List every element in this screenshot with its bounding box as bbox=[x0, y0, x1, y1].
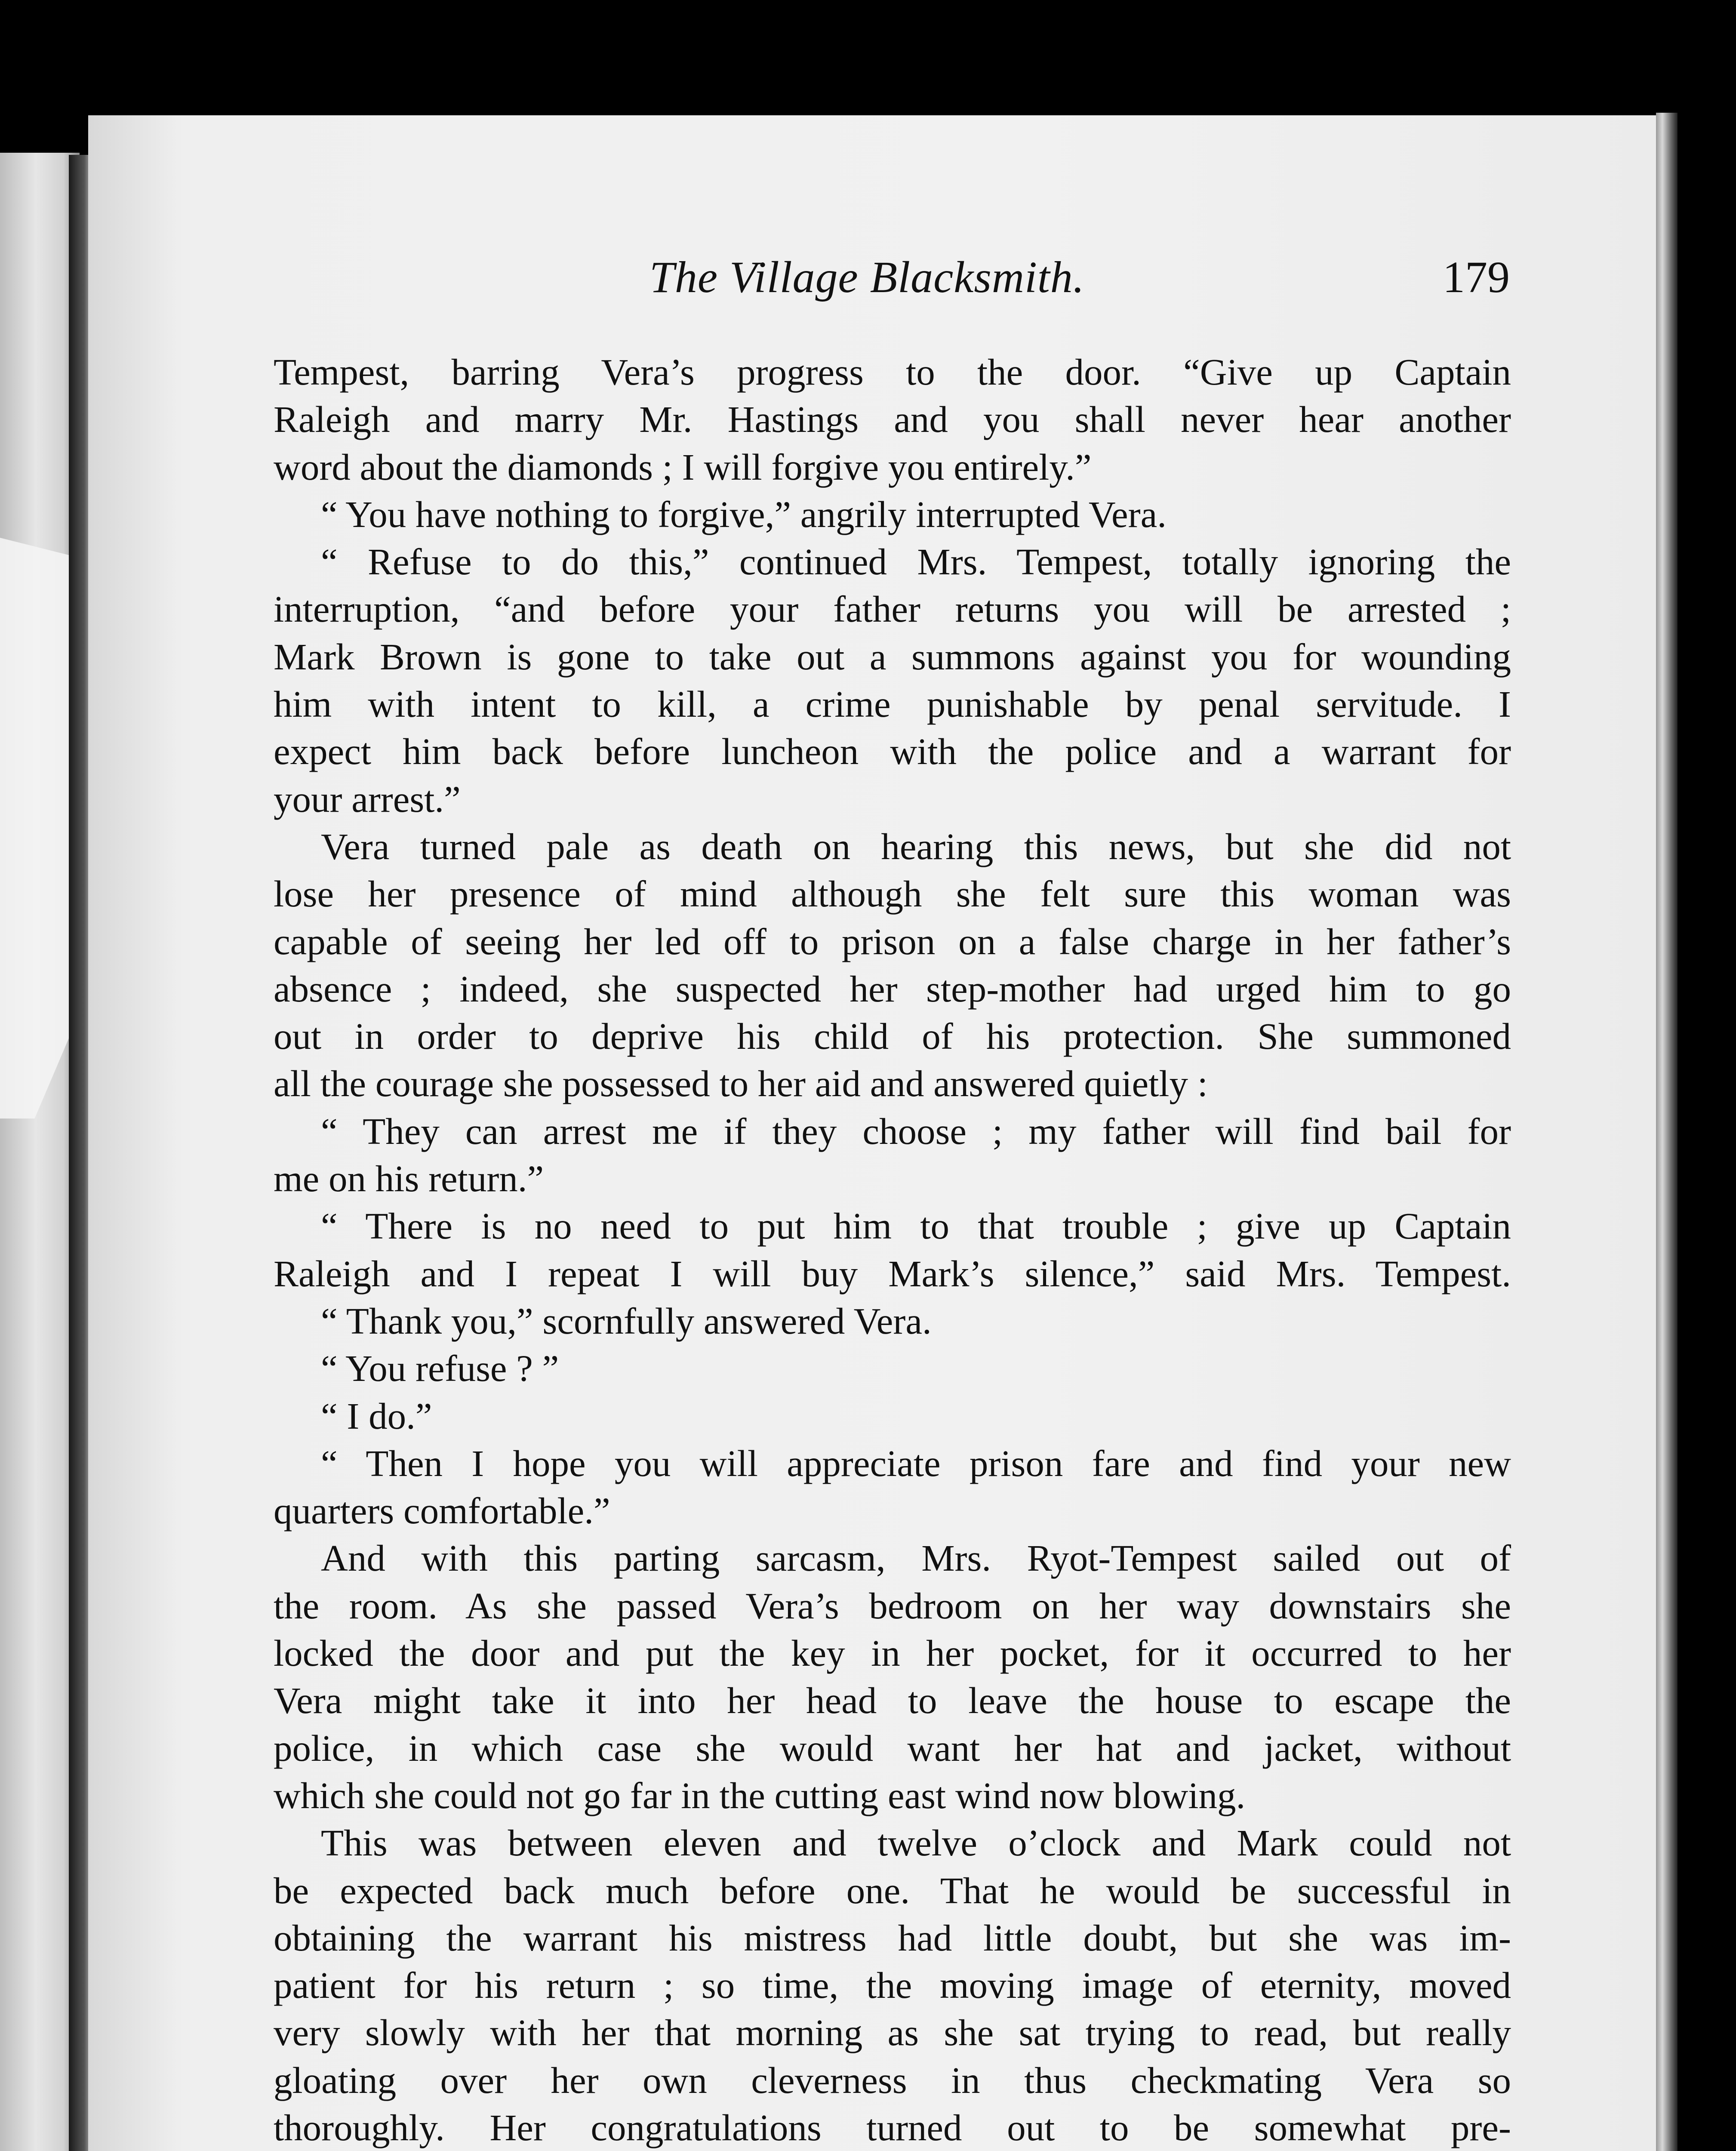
text-line: interruption, “and before your father returns you will be arrested ; bbox=[274, 588, 1511, 630]
facing-page-edge bbox=[0, 153, 80, 2151]
text-line: “ There is no need to put him to that trouble ; give up Captain bbox=[321, 1205, 1511, 1247]
text-line: “ They can arrest me if they choose ; my father will find bail for bbox=[321, 1110, 1511, 1152]
text-line: be expected back much before one. That he would be successful in bbox=[274, 1869, 1511, 1911]
text-line: out in order to deprive his child of his protection. She summoned bbox=[274, 1015, 1511, 1057]
page-number: 179 bbox=[1443, 253, 1510, 302]
text-line: very slowly with her that morning as she sat trying to read, but really bbox=[274, 2012, 1511, 2054]
text-line: absence ; indeed, she suspected her step-mother had urged him to go bbox=[274, 968, 1511, 1010]
text-line: Raleigh and I repeat I will buy Mark’s silence,” said Mrs. Tempest. bbox=[274, 1252, 1511, 1294]
text-line: “ Refuse to do this,” continued Mrs. Tempest, totally ignoring the bbox=[321, 541, 1511, 583]
text-line: the room. As she passed Vera’s bedroom on her way downstairs she bbox=[274, 1584, 1511, 1627]
running-title: The Village Blacksmith. bbox=[649, 253, 1085, 302]
text-line: lose her presence of mind although she felt sure this woman was bbox=[274, 873, 1511, 915]
text-line: locked the door and put the key in her pocket, for it occurred to her bbox=[274, 1632, 1511, 1674]
text-line: Vera might take it into her head to leave the house to escape the bbox=[274, 1680, 1511, 1722]
text-line: gloating over her own cleverness in thus checkmating Vera so bbox=[274, 2059, 1511, 2101]
text-line: “ Thank you,” scornfully answered Vera. bbox=[321, 1300, 932, 1342]
text-line: “ You have nothing to forgive,” angrily interrupted Vera. bbox=[321, 493, 1167, 535]
text-line: Tempest, barring Vera’s progress to the door. “Give up Captain bbox=[274, 351, 1511, 393]
text-line: obtaining the warrant his mistress had little doubt, but she was im- bbox=[274, 1917, 1511, 1959]
body-text bbox=[274, 348, 1511, 2151]
text-line: which she could not go far in the cutting east wind now blowing. bbox=[274, 1774, 1246, 1816]
text-line: patient for his return ; so time, the moving image of eternity, moved bbox=[274, 1964, 1511, 2006]
text-line: me on his return.” bbox=[274, 1158, 544, 1200]
text-line: thoroughly. Her congratulations turned out to be somewhat pre- bbox=[274, 2106, 1511, 2148]
text-line: word about the diamonds ; I will forgive you entirely.” bbox=[274, 446, 1092, 488]
text-line: And with this parting sarcasm, Mrs. Ryot-Tempest sailed out of bbox=[321, 1537, 1511, 1579]
page-stack-edge bbox=[1656, 113, 1678, 2151]
text-line: Mark Brown is gone to take out a summons against you for wounding bbox=[274, 635, 1511, 678]
text-line: “ Then I hope you will appreciate prison fare and find your new bbox=[321, 1442, 1511, 1484]
text-line: “ You refuse ? ” bbox=[321, 1347, 559, 1390]
page-header bbox=[275, 243, 1566, 308]
text-line: all the courage she possessed to her aid and answered quietly : bbox=[274, 1063, 1208, 1105]
text-line: capable of seeing her led off to prison on a false charge in her father’s bbox=[274, 920, 1511, 962]
text-line: him with intent to kill, a crime punishable by penal servitude. I bbox=[274, 683, 1511, 725]
text-line: police, in which case she would want her hat and jacket, without bbox=[274, 1727, 1511, 1769]
text-line: quarters comfortable.” bbox=[274, 1490, 610, 1532]
text-line: expect him back before luncheon with the police and a warrant for bbox=[274, 730, 1511, 773]
text-line: Raleigh and marry Mr. Hastings and you shall never hear another bbox=[274, 398, 1511, 441]
text-line: Vera turned pale as death on hearing this news, but she did not bbox=[321, 825, 1511, 867]
text-line: This was between eleven and twelve o’clock and Mark could not bbox=[321, 1822, 1511, 1864]
text-line: “ I do.” bbox=[321, 1395, 432, 1437]
text-line: your arrest.” bbox=[274, 778, 461, 820]
